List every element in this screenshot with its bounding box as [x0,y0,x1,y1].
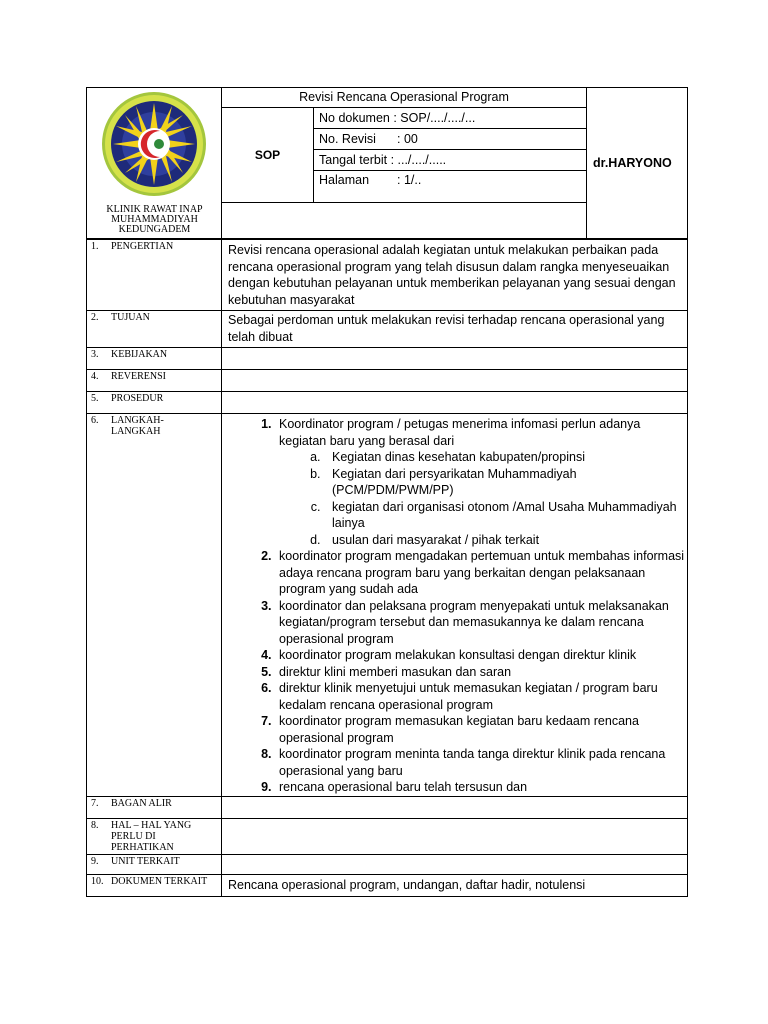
section-label-pengertian: 1. PENGERTIAN [87,240,222,311]
revision-label: No. Revisi [319,132,376,146]
sub-step-item: c. kegiatan dari organisasi otonom /Amal Usaha Muhammadiyah lainya [324,499,687,532]
section-label-bagan-alir: 7. BAGAN ALIR [87,796,222,818]
step-item: 5. direktur klini memberi masukan dan saran [275,664,687,681]
section-content-kebijakan [222,348,688,370]
sop-title: Revisi Rencana Operasional Program [222,88,587,108]
section-content-tujuan: Sebagai perdoman untuk melakukan revisi terhadap rencana operasional yang telah dibuat [222,311,688,348]
sub-steps-list [279,449,687,548]
document-number: No dokumen : SOP/..../..../... [314,108,587,129]
page-label: Halaman [319,173,370,187]
clinic-name-line: KLINIK RAWAT INAP [106,204,203,215]
clinic-name [87,205,222,235]
section-label-hal-hal: 8. HAL – HAL YANG PERLU DI PERHATIKAN [87,818,222,854]
section-content-hal-hal [222,818,688,854]
signer-name: dr.HARYONO [587,88,688,239]
issue-date: Tangal terbit : .../..../..... [314,150,587,171]
step-item: 9. rencana operasional baru telah tersusun dan [275,779,687,796]
step-item: 6. direktur klinik menyetujui untuk memasukan kegiatan / program baru kedalam rencana operasional program [275,680,687,713]
sop-label: SOP [222,108,314,203]
step-item: 8. koordinator program meninta tanda tanga direktur klinik pada rencana operasional yang baru [275,746,687,779]
section-content-dokumen-terkait: Rencana operasional program, undangan, daftar hadir, notulensi [222,874,688,896]
sub-step-item: d. usulan dari masyarakat / pihak terkait [324,532,687,549]
section-content-reverensi [222,370,688,392]
section-label-prosedur: 5. PROSEDUR [87,392,222,414]
page-value: : 1/.. [397,173,422,187]
step-item: 2. koordinator program mengadakan pertemuan untuk membahas informasi adaya rencana program baru yang berkaitan dengan pelaksanaan program yang sudah ada [275,548,687,598]
section-label-kebijakan: 3. KEBIJAKAN [87,348,222,370]
sub-step-item: a. Kegiatan dinas kesehatan kabupaten/propinsi [324,449,687,466]
step-item: 3. koordinator dan pelaksana program menyepakati untuk melaksanakan kegiatan/program tersebut dan memasukannya ke dalam rencana operasional program [275,598,687,648]
section-label-langkah: 6. LANGKAH- LANGKAH [87,414,222,797]
revision-number [314,129,587,150]
revision-value: : 00 [397,132,418,146]
step-item: 7. koordinator program memasukan kegiatan baru kedaam rencana operasional program [275,713,687,746]
clinic-name-line: MUHAMMADIYAH [111,214,198,225]
sub-step-item: b. Kegiatan dari persyarikatan Muhammadiyah (PCM/PDM/PWM/PP) [324,466,687,499]
steps-list [222,416,687,796]
section-content-bagan-alir [222,796,688,818]
section-label-unit-terkait: 9. UNIT TERKAIT [87,854,222,874]
section-content-langkah [222,414,688,797]
section-label-reverensi: 4. REVERENSI [87,370,222,392]
section-label-tujuan: 2. TUJUAN [87,311,222,348]
step-item: 4. koordinator program melakukan konsultasi dengan direktur klinik [275,647,687,664]
page-number [314,171,587,203]
section-content-unit-terkait [222,854,688,874]
clinic-name-line: KEDUNGADEM [118,224,191,235]
section-content-prosedur [222,392,688,414]
header-blank-cell [222,203,587,239]
section-content-pengertian: Revisi rencana operasional adalah kegiatan untuk melakukan perbaikan pada rencana operasional program yang telah disusun dalam rangka menyeseuaikan dengan kebutuhan pelayanan untuk memberikan pelayanan yang sesuai dengan kebutuhan masyarakat [222,240,688,311]
section-label-dokumen-terkait: 10. DOKUMEN TERKAIT [87,874,222,896]
step-item: 1. Koordinator program / petugas menerima infomasi perlun adanya kegiatan baru yang berasal dari a. Kegiatan dinas kesehatan kabupaten/propinsi b. Kegiatan dari persyarikatan Muhammadiyah (PCM/PDM/PWM/PP) c. kegiatan dari organisasi otonom /Amal Usaha Muhammadiyah lainya d. usulan dari masyarakat / pihak terkait [275,416,687,548]
clinic-logo-icon [101,91,207,197]
